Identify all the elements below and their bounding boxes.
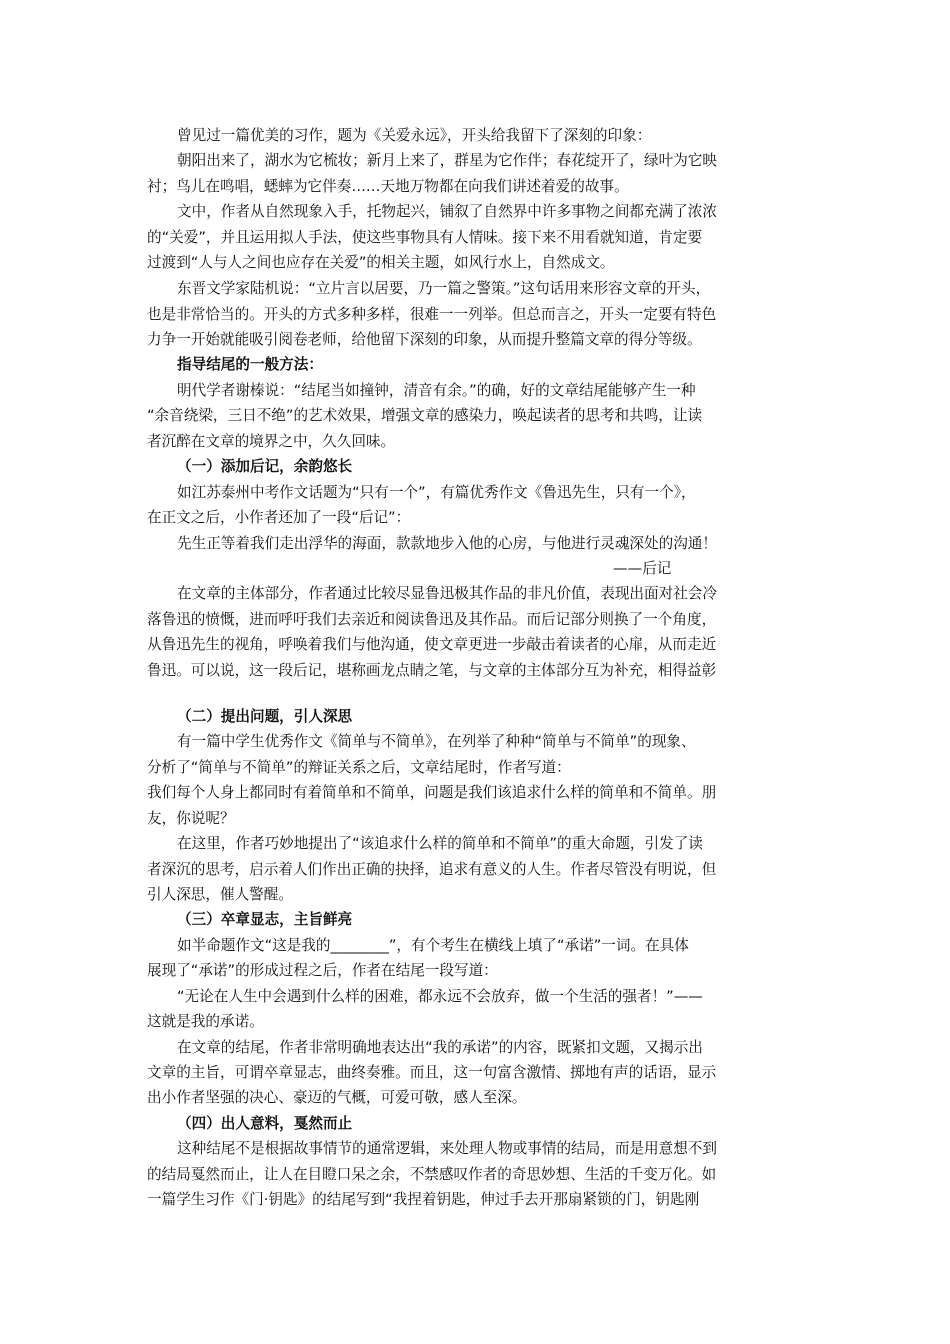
paragraph-line: 明代学者谢榛说：“结尾当如撞钟，清音有余。”的确，好的文章结尾能够产生一种: [177, 382, 696, 399]
paragraph-line: 在文章的结尾，作者非常明确地表达出“我的承诺”的内容，既紧扣文题，又揭示出: [177, 1039, 703, 1056]
paragraph-line: 文中，作者从自然现象入手，托物起兴，铺叙了自然界中许多事物之间都充满了浓浓: [177, 203, 717, 220]
subsection-heading-3: （三）卒章显志，主旨鲜亮: [177, 911, 353, 928]
quote-line: 这就是我的承诺。: [147, 1013, 264, 1030]
paragraph-line: “余音绕梁，三日不绝”的艺术效果，增强文章的感染力，唤起读者的思考和共鸣，让读: [147, 407, 703, 424]
paragraph-line: 这种结尾不是根据故事情节的通常逻辑，来处理人物或事情的结局，而是用意想不到: [177, 1140, 717, 1157]
subsection-heading-4: （四）出人意料，戛然而止: [177, 1115, 353, 1132]
paragraph-line: 东晋文学家陆机说：“立片言以居要，乃一篇之警策。”这句话用来形容文章的开头，: [177, 280, 711, 297]
quote-line: “无论在人生中会遇到什么样的困难，都永远不会放弃，做一个生活的强者！”——: [177, 988, 703, 1005]
paragraph-line: 如半命题作文“这是我的________”，有个考生在横线上填了“承诺”一词。在具体: [177, 937, 689, 954]
paragraph-line: 也是非常恰当的。开头的方式多种多样，很难一一列举。但总而言之，开头一定要有特色: [147, 306, 717, 323]
paragraph-line: 在文章的主体部分，作者通过比较尽显鲁迅极其作品的非凡价值，表现出面对社会冷: [177, 585, 717, 602]
paragraph-line: 在正文之后，小作者还加了一段“后记”：: [147, 509, 411, 526]
paragraph-line: 者沉醉在文章的境界之中，久久回味。: [147, 433, 396, 450]
quote-line: 先生正等着我们走出浮华的海面，款款地步入他的心房，与他进行灵魂深处的沟通！: [177, 535, 717, 552]
paragraph-line: 展现了“承诺”的形成过程之后，作者在结尾一段写道：: [147, 962, 498, 979]
paragraph-line: 在这里，作者巧妙地提出了“该追求什么样的简单和不简单”的重大命题，引发了读: [177, 835, 703, 852]
quote-line: 友，你说呢？: [147, 810, 235, 827]
subsection-heading-2: （二）提出问题，引人深思: [177, 708, 353, 725]
paragraph-line: 一篇学生习作《门·钥匙》的结尾写到“我捏着钥匙，伸过手去开那扇紧锁的门，钥匙刚: [147, 1191, 700, 1208]
paragraph-line: 出小作者坚强的决心、豪迈的气概，可爱可敬，感人至深。: [147, 1089, 527, 1106]
paragraph-line: 者深沉的思考，启示着人们作出正确的抉择，追求有意义的人生。作者尽管没有明说，但: [147, 861, 717, 878]
paragraph-line: 文章的主旨，可谓卒章显志，曲终奏雅。而且，这一句富含激情、掷地有声的话语，显示: [147, 1064, 717, 1081]
paragraph-line: 引人深思，催人警醒。: [147, 886, 293, 903]
paragraph-line: 如江苏泰州中考作文话题为“只有一个”，有篇优秀作文《鲁迅先生，只有一个》，: [177, 484, 696, 501]
section-heading: 指导结尾的一般方法：: [177, 356, 323, 373]
paragraph-line: 的结局戛然而止，让人在目瞪口呆之余，不禁感叹作者的奇思妙想、生活的千变万化。如: [147, 1166, 717, 1183]
quote-line: 我们每个人身上都同时有着简单和不简单，问题是我们该追求什么样的简单和不简单。朋: [147, 784, 717, 801]
paragraph-line: 的“关爱”，并且运用拟人手法，使这些事物具有人情味。接下来不用看就知道，肯定要: [147, 229, 703, 246]
paragraph-line: 衬；鸟儿在鸣唱，蟋蟀为它伴奏……天地万物都在向我们讲述着爱的故事。: [147, 178, 629, 195]
paragraph-line: 落鲁迅的愤慨，进而呼吁我们去亲近和阅读鲁迅及其作品。而后记部分则换了一个角度，: [147, 611, 717, 628]
paragraph-line: 有一篇中学生优秀作文《简单与不简单》，在列举了种种“简单与不简单”的现象、: [177, 733, 696, 750]
paragraph-line: 分析了“简单与不简单”的辩证关系之后，文章结尾时，作者写道：: [147, 759, 571, 776]
subsection-heading-1: （一）添加后记，余韵悠长: [177, 458, 353, 475]
quote-attribution: ——后记: [613, 560, 672, 577]
paragraph-line: 鲁迅。可以说，这一段后记，堪称画龙点睛之笔，与文章的主体部分互为补充，相得益彰: [147, 662, 717, 679]
paragraph-line: 曾见过一篇优美的习作，题为《关爱永远》，开头给我留下了深刻的印象：: [177, 127, 652, 144]
paragraph-line: 朝阳出来了，湖水为它梳妆；新月上来了，群星为它作伴；春花绽开了，绿叶为它映: [177, 152, 717, 169]
paragraph-line: 从鲁迅先生的视角，呼唤着我们与他沟通，使文章更进一步敲击着读者的心扉，从而走近: [147, 636, 717, 653]
paragraph-line: 过渡到“人与人之间也应存在关爱”的相关主题，如风行水上，自然成文。: [147, 254, 615, 271]
paragraph-line: 力争一开始就能吸引阅卷老师，给他留下深刻的印象，从而提升整篇文章的得分等级。: [147, 331, 702, 348]
